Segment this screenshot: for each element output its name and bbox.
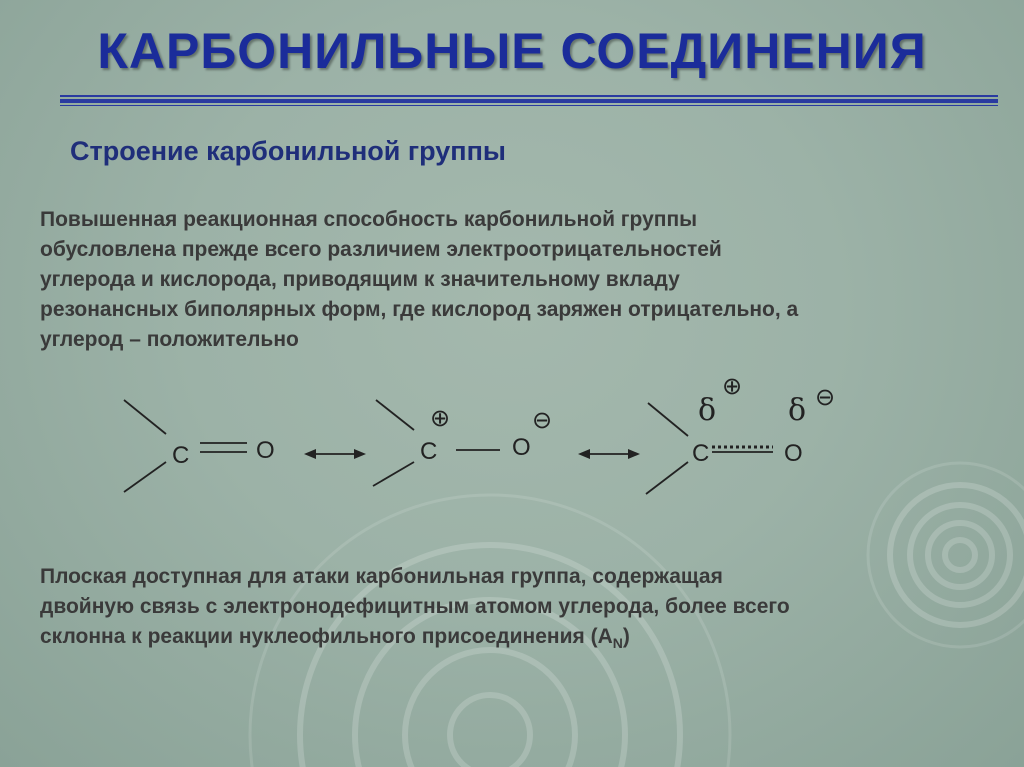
bond-line [648, 403, 688, 436]
paragraph-line [40, 622, 940, 658]
paragraph-line: углерода и кислорода, приводящим к значительному вкладу [40, 268, 680, 291]
oxygen-atom: O [512, 434, 531, 461]
oxygen-atom: O [256, 437, 275, 464]
paragraph-line: двойную связь с электронодефицитным атомом углерода, более всего [40, 595, 790, 618]
carbon-atom: C [172, 442, 190, 469]
closing-paren: ) [622, 625, 630, 648]
paragraph-text: склонна к реакции нуклеофильного присоединения (A [40, 625, 613, 648]
delta-symbol: δ [698, 393, 717, 428]
bond-line [376, 400, 414, 430]
bond-line [646, 462, 688, 494]
paragraph-line: обусловлена прежде всего различием электроотрицательностей [40, 238, 722, 261]
carbon-atom: C [692, 440, 710, 467]
positive-charge-icon: ⊕ [430, 405, 451, 432]
slide-subtitle: Строение карбонильной группы [70, 136, 506, 166]
oxygen-atom: O [784, 440, 803, 467]
paragraph-line: углерод – положительно [40, 328, 299, 351]
delta-symbol: δ [788, 393, 807, 428]
paragraph-line: Плоская доступная для атаки карбонильная группа, содержащая [40, 565, 723, 588]
carbon-atom: C [420, 438, 438, 465]
negative-charge-icon: ⊖ [815, 384, 836, 411]
bond-line [373, 462, 414, 486]
paragraph-line: резонансных биполярных форм, где кислород заряжен отрицательно, а [40, 298, 799, 321]
bond-line [124, 400, 166, 434]
negative-charge-icon: ⊖ [532, 407, 553, 434]
slide-title: КАРБОНИЛЬНЫЕ СОЕДИНЕНИЯ [97, 23, 927, 79]
positive-charge-icon: ⊕ [722, 373, 743, 400]
bond-line [124, 462, 166, 492]
paragraph-line: Повышенная реакционная способность карбонильной группы [40, 208, 698, 231]
paragraph-nucleophilic-addition [40, 562, 940, 658]
subscript-n: N [612, 635, 623, 652]
